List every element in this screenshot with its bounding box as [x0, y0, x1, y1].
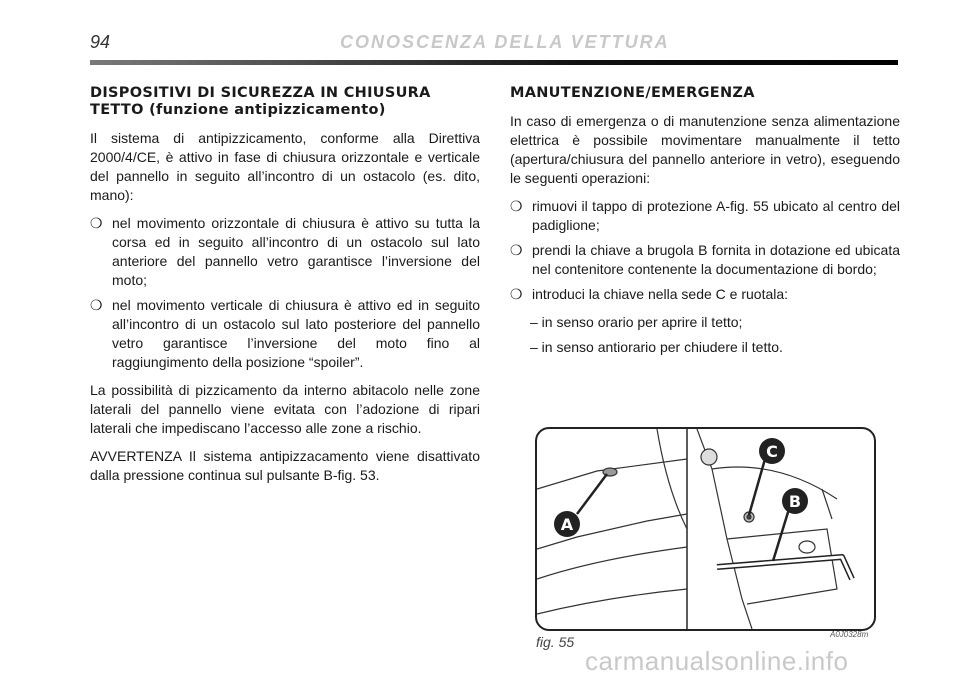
- header-rule: [90, 60, 898, 65]
- roof-illustration: [535, 427, 876, 631]
- dash-item-open: – in senso orario per aprire il tetto;: [530, 314, 743, 330]
- roof-illustration-drawing: [537, 429, 874, 629]
- figure-label-c: C: [766, 442, 778, 461]
- section-title-safety: [90, 85, 480, 119]
- bullet-list-left: [90, 214, 480, 372]
- list-item-text: nel movimento verticale di chiusura è attivo ed in seguito all’incontro di un ostacolo sul lato posteriore del pannello vetro garantisce l’inversione del moto fino al raggiungimento della posizione “spoiler”.: [112, 297, 480, 370]
- list-item: [510, 241, 900, 279]
- circle-bullet-icon: ❍: [510, 198, 523, 214]
- dash-item-close: – in senso antiorario per chiudere il tetto.: [530, 339, 783, 355]
- bullet-list-right: [510, 197, 900, 304]
- side-protection-paragraph: La possibilità di pizzicamento da interno abitacolo nelle zone laterali del pannello viene evitata con l’adozione di ripari laterali che impediscano l’accesso alle zone a rischio.: [90, 382, 480, 436]
- list-item: [510, 285, 900, 304]
- figure-code: A0J0328m: [830, 630, 869, 639]
- figure-label-b: B: [788, 492, 802, 511]
- emergency-intro-paragraph: In caso di emergenza o di manutenzione senza alimentazione elettrica è possibile movimentare manualmente il tetto (apertura/chiusura del pannello anteriore in vetro), eseguendo le seguenti operazioni:: [510, 113, 900, 186]
- list-item-text: introduci la chiave nella sede C e ruotala:: [532, 286, 789, 302]
- watermark: carmanualsonline.info: [585, 646, 849, 676]
- section-title-line2: TETTO (funzione antipizzicamento): [90, 102, 386, 118]
- list-item-text: rimuovi il tappo di protezione A-fig. 55 ubicato al centro del padiglione;: [532, 198, 900, 233]
- circle-bullet-icon: ❍: [510, 286, 523, 302]
- running-title: CONOSCENZA DELLA VETTURA: [340, 32, 670, 52]
- page-number: 94: [90, 32, 111, 52]
- list-item-text: prendi la chiave a brugola B fornita in dotazione ed ubicata nel contenitore contenente la documentazione di bordo;: [532, 242, 900, 277]
- figure-label-a: A: [560, 515, 574, 534]
- list-item: [90, 296, 480, 372]
- list-item: [510, 197, 900, 235]
- right-column: [510, 85, 900, 363]
- section-title-maintenance: MANUTENZIONE/EMERGENZA: [510, 85, 755, 101]
- circle-bullet-icon: ❍: [90, 297, 103, 313]
- list-item-text: nel movimento orizzontale di chiusura è attivo su tutta la corsa ed in seguito all’incontro di un ostacolo sul lato anteriore del pannello vetro garantisce l’inversione del moto;: [112, 215, 480, 288]
- warning-paragraph: AVVERTENZA Il sistema antipizzacamento viene disattivato dalla pressione continua sul pulsante B-fig. 53.: [90, 448, 480, 483]
- section-title-line1: DISPOSITIVI DI SICUREZZA IN CHIUSURA: [90, 85, 431, 101]
- list-item: [90, 214, 480, 290]
- intro-paragraph: Il sistema di antipizzicamento, conforme alla Direttiva 2000/4/CE, è attivo in fase di chiusura orizzontale e verticale del pannello in seguito all’incontro di un ostacolo (es. dito, mano):: [90, 130, 480, 203]
- left-column: [90, 85, 480, 494]
- circle-bullet-icon: ❍: [90, 215, 103, 231]
- circle-bullet-icon: ❍: [510, 242, 523, 258]
- figure-caption: fig. 55: [536, 634, 575, 650]
